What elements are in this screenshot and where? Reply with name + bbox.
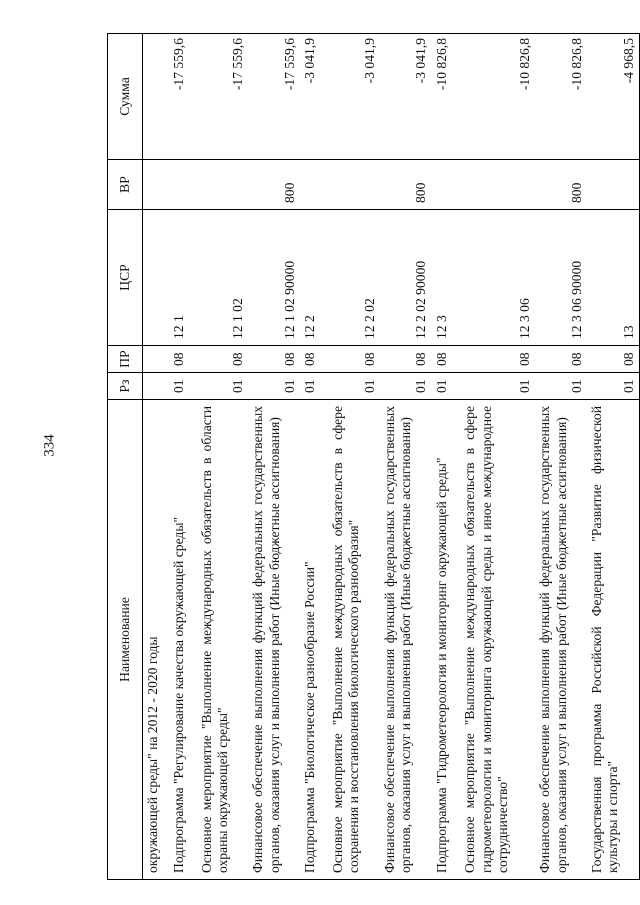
row-vr: [328, 160, 380, 210]
row-csr: 12 2: [300, 210, 328, 346]
row-vr: 800: [535, 160, 587, 210]
table-header-row: [108, 34, 143, 880]
row-pr: 08: [460, 346, 535, 373]
row-rz: 01: [248, 373, 300, 400]
row-rz: 01: [169, 373, 197, 400]
table-row: [248, 34, 300, 880]
row-pr: 08: [328, 346, 380, 373]
row-sum: -4 968,5: [587, 34, 640, 160]
row-vr: [460, 160, 535, 210]
row-csr: 12 1: [169, 210, 197, 346]
table-row: [432, 34, 461, 880]
row-rz: 01: [300, 373, 328, 400]
row-sum: -17 559,6: [169, 34, 197, 160]
header-vr: ВР: [108, 160, 143, 210]
row-csr: 12 2 02: [328, 210, 380, 346]
row-csr: 12 3 06 90000: [535, 210, 587, 346]
row-csr: 12 1 02 90000: [248, 210, 300, 346]
row-csr: 12 3 06: [460, 210, 535, 346]
row-rz: [143, 373, 169, 400]
row-sum: -10 826,8: [460, 34, 535, 160]
row-name: Финансовое обеспечение выполнения функций федеральных государственных органов, оказания услуг и выполнения работ (Иные бюджетные ассигнования): [380, 400, 432, 880]
row-pr: 08: [197, 346, 249, 373]
row-sum: [143, 34, 169, 160]
row-pr: 08: [432, 346, 461, 373]
header-rz: Рз: [108, 373, 143, 400]
row-csr: 12 3: [432, 210, 461, 346]
row-name: Государственная программа Российской Федерации "Развитие физической культуры и спорта": [587, 400, 640, 880]
header-sum: Сумма: [108, 34, 143, 160]
row-vr: 800: [380, 160, 432, 210]
row-name: Подпрограмма "Регулирование качества окружающей среды": [169, 400, 197, 880]
row-rz: 01: [328, 373, 380, 400]
row-vr: [587, 160, 640, 210]
row-name: окружающей среды" на 2012 - 2020 годы: [143, 400, 169, 880]
row-vr: [197, 160, 249, 210]
table-row: [535, 34, 587, 880]
row-csr: 12 1 02: [197, 210, 249, 346]
header-pr: ПР: [108, 346, 143, 373]
row-vr: [300, 160, 328, 210]
table-row: [587, 34, 640, 880]
row-sum: -17 559,6: [248, 34, 300, 160]
row-pr: 08: [248, 346, 300, 373]
row-sum: -3 041,9: [328, 34, 380, 160]
row-name: Основное мероприятие "Выполнение международных обязательств в сфере гидрометеорологии и мониторинга окружающей среды и иное международное сотрудничество": [460, 400, 535, 880]
row-rz: 01: [380, 373, 432, 400]
row-vr: [432, 160, 461, 210]
table-row: [380, 34, 432, 880]
table-row: [143, 34, 169, 880]
row-name: Подпрограмма "Гидрометеорология и мониторинг окружающей среды": [432, 400, 461, 880]
row-name: Финансовое обеспечение выполнения функций федеральных государственных органов, оказания услуг и выполнения работ (Иные бюджетные ассигнования): [248, 400, 300, 880]
table-row: [328, 34, 380, 880]
table-row: [300, 34, 328, 880]
table-row: [460, 34, 535, 880]
row-pr: 08: [300, 346, 328, 373]
rotated-page-content: [107, 0, 640, 905]
page-number: 334: [41, 434, 58, 457]
row-rz: 01: [460, 373, 535, 400]
row-pr: [143, 346, 169, 373]
table-row: [169, 34, 197, 880]
header-csr: ЦСР: [108, 210, 143, 346]
row-rz: 01: [535, 373, 587, 400]
row-name: Финансовое обеспечение выполнения функций федеральных государственных органов, оказания услуг и выполнения работ (Иные бюджетные ассигнования): [535, 400, 587, 880]
row-name: Подпрограмма "Биологическое разнообразие России": [300, 400, 328, 880]
header-name: Наименование: [108, 400, 143, 880]
row-pr: 08: [587, 346, 640, 373]
row-vr: [169, 160, 197, 210]
row-pr: 08: [535, 346, 587, 373]
row-name: Основное мероприятие "Выполнение международных обязательств в области охраны окружающей среды": [197, 400, 249, 880]
row-csr: 12 2 02 90000: [380, 210, 432, 346]
row-csr: [143, 210, 169, 346]
row-sum: -10 826,8: [432, 34, 461, 160]
row-vr: [143, 160, 169, 210]
row-pr: 08: [169, 346, 197, 373]
table-row: [197, 34, 249, 880]
row-name: Основное мероприятие "Выполнение международных обязательств в сфере сохранения и восстановления биологического разнообразия": [328, 400, 380, 880]
row-rz: 01: [587, 373, 640, 400]
budget-table: [107, 33, 640, 880]
row-rz: 01: [197, 373, 249, 400]
row-sum: -17 559,6: [197, 34, 249, 160]
row-sum: -3 041,9: [300, 34, 328, 160]
row-csr: 13: [587, 210, 640, 346]
row-sum: -3 041,9: [380, 34, 432, 160]
row-rz: 01: [432, 373, 461, 400]
row-sum: -10 826,8: [535, 34, 587, 160]
row-vr: 800: [248, 160, 300, 210]
row-pr: 08: [380, 346, 432, 373]
